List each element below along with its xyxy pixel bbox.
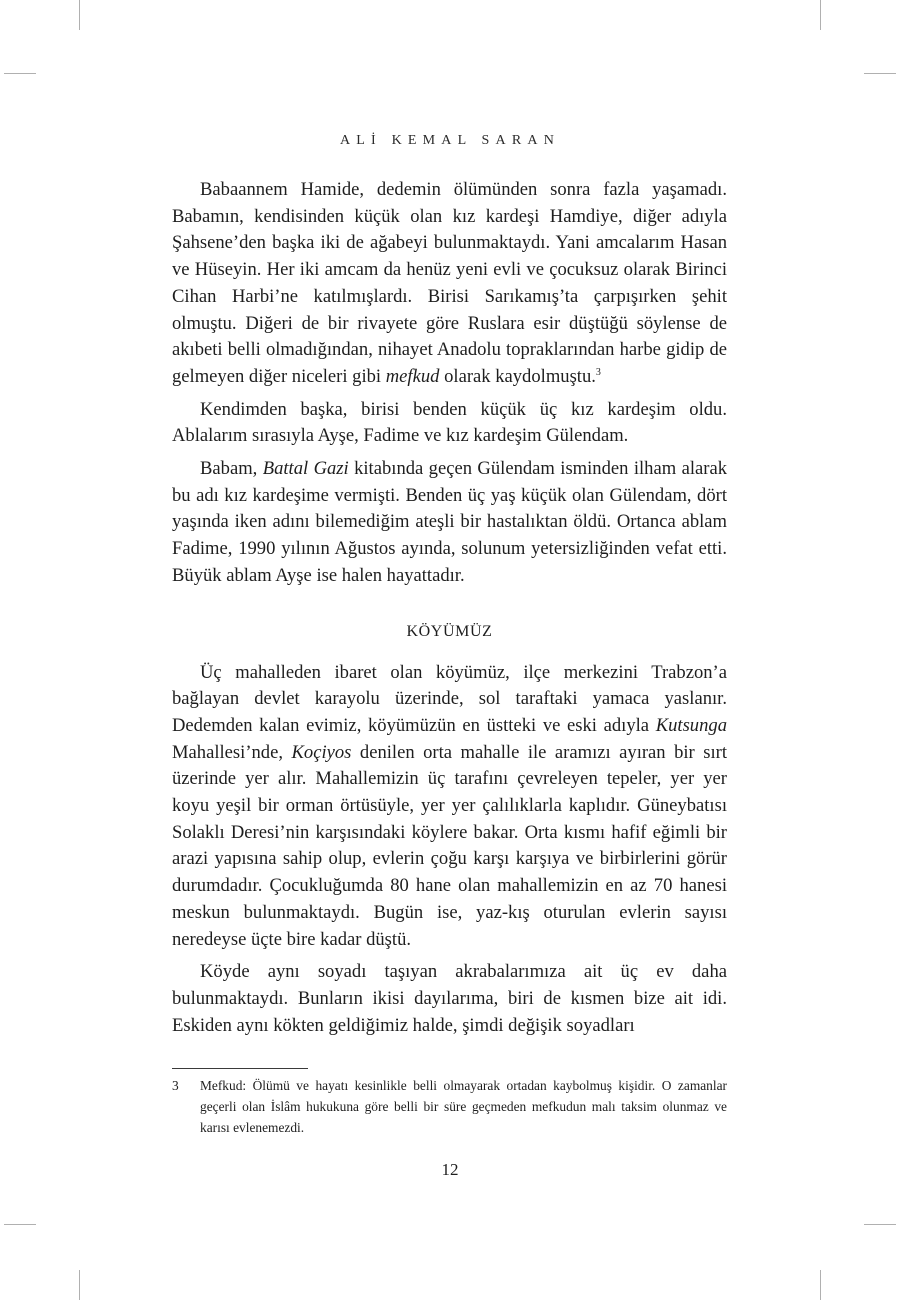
footnote — [172, 1075, 727, 1138]
paragraph-text: olarak kaydolmuştu. — [439, 365, 596, 387]
crop-mark-top-right — [820, 0, 821, 30]
crop-mark-left-bottom — [4, 1224, 36, 1225]
paragraph-village — [172, 660, 727, 954]
paragraph-text: Babaannem Hamide, dedemin ölümünden sonra fazla yaşamadı. Babamın, kendisinden küçük olan kız kardeşi Hamdiye, diğer adıyla Şahsene’den başka iki de ağabeyi bulunmaktaydı. Yani amcalarım Hasan ve Hüseyin. Her iki amcam da henüz yeni evli ve çocuksuz olarak Birinci Cihan Harbi’ne katılmışlardı. Birisi Sarıkamış’ta çarpışırken şehit olmuştu. Diğeri de bir rivayete göre Ruslara esir düştüğü söylense de akıbeti belli olmadığından, nihayet Anadolu topraklarından harbe gidip de gelmeyen diğer niceleri gibi — [172, 179, 727, 387]
paragraph-text: denilen orta mahalle ile aramızı ayıran bir sırt üzerinde yer alır. Mahallemizin üç tarafını çevreleyen tepeler, yer yer koyu yeşil bir orman örtüsüyle, yer yer çalılıklarla kaplıdır. Güneybatısı Solaklı Deresi’nin karşısındaki köylere bakar. Orta kısmı hafif eğimli bir arazi yapısına sahip olup, evlerin çoğu karşı karşıya ve birbirlerini görür durumdadır. Çocukluğumda 80 hane olan mahallemizin en az 70 hanesi meskun bulunmaktaydı. Bugün ise, yaz-kış oturulan evlerin sayısı neredeyse üçte bire kadar düştü. — [172, 741, 727, 950]
crop-mark-left-top — [4, 73, 36, 74]
italic-term-mefkud: mefkud — [385, 365, 440, 387]
footnote-reference[interactable]: 3 — [595, 366, 601, 378]
crop-mark-right-bottom — [864, 1224, 896, 1225]
footnote-number: 3 — [172, 1078, 179, 1093]
italic-place-name: Kutsunga — [655, 714, 727, 736]
footnote-text: Mefkud: Ölümü ve hayatı kesinlikle belli olmayarak ortadan kaybolmuş kişidir. O zamanlar geçerli olan İslâm hukukuna göre belli bir süre geçmeden mefkudun malı taksim olunmaz ve karısı evlenemezdi. — [200, 1078, 727, 1135]
paragraph-text: Babam, — [200, 458, 263, 480]
crop-mark-right-top — [864, 73, 896, 74]
paragraph-text: Mahallesi’nde, — [172, 741, 292, 763]
crop-mark-bottom-right — [820, 1270, 821, 1300]
footnote-divider — [172, 1068, 308, 1069]
crop-mark-top-left — [79, 0, 80, 30]
paragraph-siblings: Kendimden başka, birisi benden küçük üç kız kardeşim oldu. Ablalarım sırasıyla Ayşe, Fadime ve kız kardeşim Gülendam. — [172, 398, 727, 447]
italic-place-name: Koçiyos — [291, 741, 352, 763]
crop-mark-bottom-left — [79, 1270, 80, 1300]
section-heading: KÖYÜMÜZ — [406, 622, 493, 640]
running-header: ALİ KEMAL SARAN — [339, 133, 561, 148]
paragraph-relatives: Köyde aynı soyadı taşıyan akrabalarımıza ait üç ev daha bulunmaktaydı. Bunların ikisi dayılarıma, biri de kısmen bize ait idi. Eskiden aynı kökten geldiğimiz halde, şimdi değişik soyadları — [172, 961, 727, 1036]
body-text — [172, 177, 727, 1039]
italic-book-title: Battal Gazi — [262, 458, 349, 480]
paragraph-text: Üç mahalleden ibaret olan köyümüz, ilçe merkezini Trabzon’a bağlayan devlet karayolu üzerinde, sol taraftaki yamaca yaslanır. Dedemden kalan evimiz, köyümüzün en üstteki ve eski adıyla — [172, 661, 727, 736]
paragraph-gulendam — [172, 456, 727, 590]
page-number: 12 — [441, 1160, 459, 1179]
paragraph-text: kitabında geçen Gülendam isminden ilham alarak bu adı kız kardeşime vermişti. Benden üç yaş küçük olan Gülendam, dört yaşında iken adını bilemediğim ateşli bir hastalıktan öldü. Ortanca ablam Fadime, 1990 yılının Ağustos ayında, solunum yetersizliğinden vefat etti. Büyük ablam Ayşe ise halen hayattadır. — [172, 458, 727, 586]
paragraph-family-uncles — [172, 177, 727, 391]
